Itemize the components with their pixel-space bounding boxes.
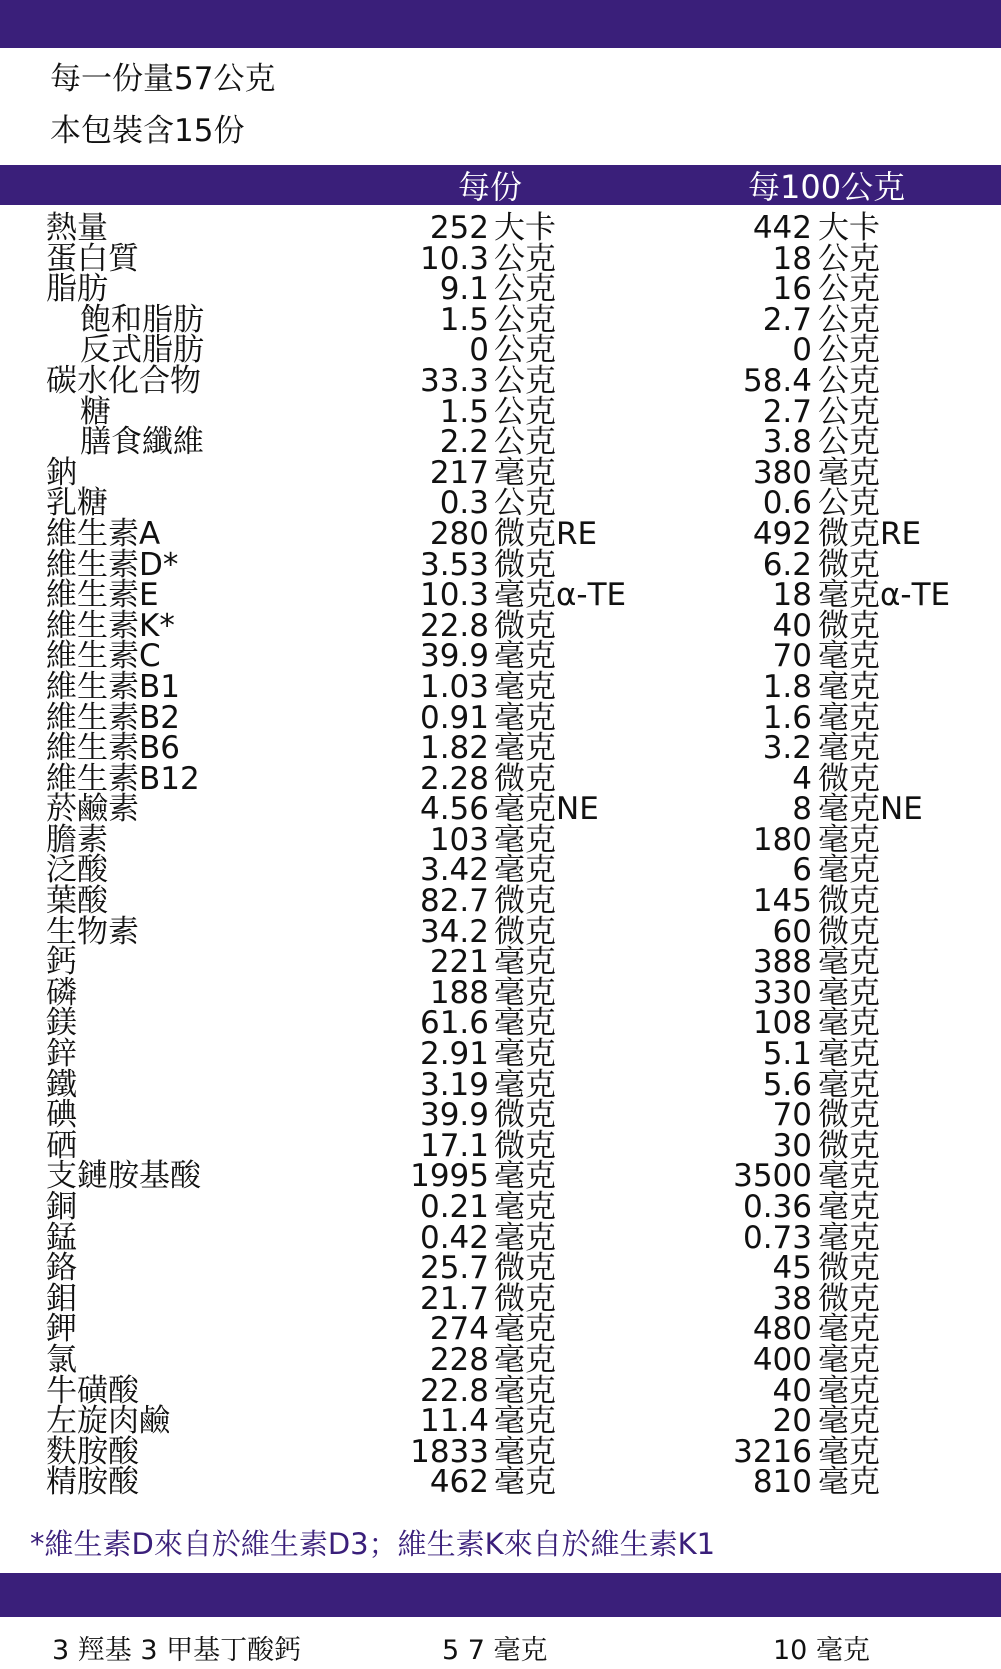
nutrient-name: 反式脂肪 [80,332,204,369]
nutrient-name: 錳 [46,1219,77,1256]
table-row [0,944,1001,981]
nutrient-name: 蛋白質 [46,240,139,277]
per-100g-unit: 公克 [818,332,880,369]
per-serving-value: 1.82 [419,730,489,767]
nutrient-name: 維生素K* [46,607,175,644]
table-row [0,913,1001,950]
per-100g-unit: 毫克 [818,1066,880,1103]
per-serving-value: 2.2 [439,424,489,461]
per-100g-value: 2.7 [762,301,812,338]
nutrient-name: 左旋肉鹼 [46,1403,170,1440]
per-serving-unit: 毫克 [494,852,556,889]
per-serving-unit: 微克 [494,546,556,583]
per-serving-unit: 毫克 [494,974,556,1011]
per-100g-unit: 毫克NE [818,791,923,828]
per-100g-value: 40 [772,607,812,644]
per-100g-unit: 微克 [818,546,880,583]
per-serving-value: 10.3 [419,577,489,614]
table-row [0,1403,1001,1440]
per-100g-unit: 毫克 [818,944,880,981]
table-row [0,974,1001,1011]
per-serving-unit: 毫克 [494,1403,556,1440]
per-100g-unit: 毫克 [818,1311,880,1348]
per-serving-value: 103 [429,821,489,858]
per-serving-value: 3.42 [419,852,489,889]
per-100g-value: 330 [752,974,812,1011]
per-100g-value: 180 [752,821,812,858]
nutrient-name: 維生素C [46,638,161,675]
hmb-row [0,1634,1001,1668]
per-100g-unit: 微克 [818,883,880,920]
per-serving-value: 1995 [410,1158,489,1195]
per-100g-unit: 公克 [818,393,880,430]
per-serving-value: 61.6 [419,1005,489,1042]
per-serving-value: 462 [429,1464,489,1501]
per-100g-value: 145 [752,883,812,920]
per-serving-unit: 毫克 [494,1433,556,1470]
per-100g-unit: 毫克 [818,454,880,491]
per-serving-value: 0 [469,332,489,369]
per-serving-value: 21.7 [419,1280,489,1317]
table-row [0,1280,1001,1317]
table-row [0,210,1001,246]
per-100g-value: 108 [752,1005,812,1042]
per-100g-value: 8 [792,791,812,828]
servings-per-pack: 本包裝含15份 [50,113,245,149]
per-serving-value: 221 [429,944,489,981]
per-serving-unit: 毫克 [494,1464,556,1501]
nutrient-name: 鈣 [46,944,77,981]
column-header-per-100g: 每100公克 [748,168,906,206]
per-serving-unit: 微克 [494,1250,556,1287]
table-row [0,1189,1001,1225]
nutrient-name: 生物素 [46,913,139,950]
nutrient-name: 乳糖 [46,485,108,522]
per-100g-value: 400 [752,1341,812,1378]
per-100g-unit: 毫克 [818,1219,880,1256]
per-serving-unit: 微克 [494,1127,556,1164]
per-serving-value: 188 [429,974,489,1011]
per-serving-value: 1.5 [439,301,489,338]
column-header-bar [0,165,1001,205]
nutrient-name: 鉻 [46,1250,77,1287]
per-serving-unit: 公克 [494,271,556,308]
table-row [0,1464,1001,1501]
per-serving-value: 0.42 [419,1219,489,1256]
table-row [0,668,1001,705]
table-row [0,607,1001,644]
table-row [0,240,1001,277]
nutrient-name: 維生素A [46,515,161,552]
per-serving-unit: 公克 [494,301,556,338]
per-serving-unit: 公克 [494,393,556,430]
serving-size: 每一份量57公克 [50,61,276,97]
per-serving-unit: 毫克 [494,668,556,705]
nutrient-name: 熱量 [46,210,108,246]
per-100g-unit: 微克 [818,607,880,644]
per-serving-unit: 毫克 [494,1066,556,1103]
table-row [0,852,1001,889]
per-100g-value: 0.73 [742,1219,812,1256]
per-100g-unit: 毫克 [818,852,880,889]
per-serving-unit: 微克 [494,607,556,644]
nutrient-name: 鎂 [46,1005,77,1042]
nutrient-name: 糖 [80,393,111,430]
per-100g-unit: 毫克 [818,730,880,767]
nutrient-name: 氯 [46,1341,77,1378]
per-serving-unit: 毫克 [494,1219,556,1256]
table-row [0,1311,1001,1348]
per-100g-unit: 毫克 [818,1005,880,1042]
per-100g-value: 4 [792,760,812,797]
nutrient-name: 鉬 [46,1280,77,1317]
per-100g-unit: 公克 [818,301,880,338]
per-serving-unit: 公克 [494,332,556,369]
per-100g-value: 2.7 [762,393,812,430]
per-serving-unit: 毫克 [494,1372,556,1409]
footnote: *維生素D來自於維生素D3；維生素K來自於維生素K1 [30,1527,716,1561]
per-serving-unit: 毫克 [494,1311,556,1348]
per-100g-unit: 微克 [818,760,880,797]
per-serving-unit: 大卡 [494,210,556,246]
nutrient-name: 維生素D* [46,546,179,583]
per-100g-value: 0 [792,332,812,369]
nutrient-name: 磷 [46,974,77,1011]
per-serving-value: 0.91 [419,699,489,736]
per-100g-unit: 公克 [818,271,880,308]
per-100g-value: 60 [772,913,812,950]
table-row [0,393,1001,430]
per-serving-unit: 毫克 [494,1189,556,1225]
per-100g-value: 16 [772,271,812,308]
per-serving-value: 11.4 [419,1403,489,1440]
nutrient-name: 支鏈胺基酸 [46,1158,201,1195]
hmb-name: 3 羥基 3 甲基丁酸鈣 [52,1635,302,1666]
per-100g-unit: 公克 [818,485,880,522]
per-100g-value: 20 [772,1403,812,1440]
bottom-color-bar [0,1573,1001,1617]
top-color-bar [0,0,1001,48]
per-serving-unit: 微克 [494,913,556,950]
table-row [0,1372,1001,1409]
per-serving-unit: 毫克 [494,454,556,491]
nutrient-name: 脂肪 [46,271,108,308]
per-serving-unit: 毫克 [494,1341,556,1378]
per-100g-value: 1.8 [762,668,812,705]
per-serving-unit: 毫克 [494,1036,556,1073]
table-row [0,1341,1001,1378]
hmb-per-100g: 10 毫克 [773,1635,870,1666]
per-serving-unit: 毫克 [494,638,556,675]
per-100g-unit: 毫克 [818,974,880,1011]
per-serving-value: 217 [429,454,489,491]
per-100g-value: 6 [792,852,812,889]
nutrient-name: 麩胺酸 [46,1433,139,1470]
nutrient-name: 精胺酸 [46,1464,139,1501]
per-100g-value: 3500 [733,1158,812,1195]
table-row [0,271,1001,308]
per-serving-value: 22.8 [419,607,489,644]
per-100g-unit: 微克 [818,1250,880,1287]
per-100g-unit: 毫克 [818,821,880,858]
table-row [0,454,1001,491]
table-row [0,424,1001,461]
per-serving-unit: 微克 [494,760,556,797]
table-row [0,1036,1001,1073]
per-100g-value: 18 [772,240,812,277]
per-100g-value: 45 [772,1250,812,1287]
table-row [0,730,1001,767]
per-serving-unit: 毫克NE [494,791,599,828]
nutrient-name: 硒 [46,1127,77,1164]
per-100g-unit: 毫克α-TE [818,577,951,614]
per-serving-unit: 公克 [494,362,556,399]
per-serving-value: 17.1 [419,1127,489,1164]
per-serving-value: 2.28 [419,760,489,797]
nutrient-name: 膳食纖維 [80,424,204,461]
nutrient-name: 鋅 [46,1036,77,1073]
nutrient-name: 鐵 [46,1066,77,1103]
table-row [0,638,1001,675]
per-100g-value: 38 [772,1280,812,1317]
per-100g-value: 388 [752,944,812,981]
nutrient-name: 維生素B6 [46,730,180,767]
per-100g-unit: 微克 [818,1097,880,1134]
per-serving-value: 3.19 [419,1066,489,1103]
per-100g-unit: 大卡 [818,210,880,246]
per-serving-value: 33.3 [419,362,489,399]
per-100g-value: 5.1 [762,1036,812,1073]
hmb-per-serving: 5 7 毫克 [442,1635,548,1666]
per-serving-value: 3.53 [419,546,489,583]
nutrient-name: 葉酸 [46,883,108,920]
per-serving-value: 25.7 [419,1250,489,1287]
per-serving-value: 0.3 [439,485,489,522]
per-serving-value: 82.7 [419,883,489,920]
per-100g-value: 18 [772,577,812,614]
per-100g-unit: 毫克 [818,1341,880,1378]
per-100g-unit: 微克RE [818,515,922,552]
per-serving-unit: 毫克 [494,699,556,736]
table-row [0,546,1001,583]
per-100g-unit: 微克 [818,1280,880,1317]
per-serving-unit: 微克RE [494,515,598,552]
per-serving-unit: 毫克 [494,730,556,767]
per-100g-unit: 毫克 [818,638,880,675]
table-row [0,821,1001,858]
per-serving-unit: 微克 [494,883,556,920]
table-row [0,362,1001,399]
per-100g-value: 5.6 [762,1066,812,1103]
per-serving-value: 1.03 [419,668,489,705]
per-serving-value: 1.5 [439,393,489,430]
per-serving-unit: 公克 [494,485,556,522]
per-serving-unit: 毫克 [494,1005,556,1042]
per-serving-unit: 公克 [494,424,556,461]
nutrient-name: 鈉 [46,454,77,491]
per-serving-unit: 毫克 [494,821,556,858]
per-100g-unit: 毫克 [818,1036,880,1073]
per-100g-unit: 毫克 [818,1433,880,1470]
nutrient-name: 維生素E [46,577,159,614]
nutrient-name: 維生素B2 [46,699,180,736]
per-100g-value: 442 [752,210,812,246]
nutrient-name: 鉀 [46,1311,77,1348]
nutrient-name: 泛酸 [46,852,108,889]
table-row [0,1127,1001,1164]
table-row [0,1433,1001,1470]
per-serving-value: 252 [429,210,489,246]
per-100g-unit: 微克 [818,1127,880,1164]
per-serving-value: 39.9 [419,1097,489,1134]
nutrient-name: 碘 [46,1097,77,1134]
per-100g-unit: 毫克 [818,1403,880,1440]
per-100g-value: 70 [772,1097,812,1134]
table-row [0,1066,1001,1103]
table-row [0,515,1001,552]
per-100g-value: 3.2 [762,730,812,767]
nutrient-name: 維生素B1 [46,668,180,705]
per-100g-value: 1.6 [762,699,812,736]
per-100g-unit: 毫克 [818,1372,880,1409]
per-100g-unit: 公克 [818,240,880,277]
table-row [0,301,1001,338]
per-serving-value: 228 [429,1341,489,1378]
per-100g-value: 492 [752,515,812,552]
table-row [0,485,1001,522]
nutrient-name: 維生素B12 [46,760,200,797]
per-100g-value: 3.8 [762,424,812,461]
per-100g-unit: 毫克 [818,1158,880,1195]
per-serving-unit: 毫克 [494,944,556,981]
nutrition-table [0,210,1001,1501]
per-serving-unit: 微克 [494,1097,556,1134]
nutrient-name: 菸鹼素 [46,791,139,828]
nutrient-name: 膽素 [46,821,108,858]
per-serving-value: 274 [429,1311,489,1348]
nutrient-name: 銅 [46,1189,77,1225]
per-serving-unit: 公克 [494,240,556,277]
nutrient-name: 牛磺酸 [46,1372,139,1409]
per-100g-unit: 毫克 [818,1464,880,1501]
per-100g-value: 380 [752,454,812,491]
per-serving-value: 34.2 [419,913,489,950]
per-serving-value: 39.9 [419,638,489,675]
per-100g-value: 58.4 [742,362,812,399]
per-serving-value: 22.8 [419,1372,489,1409]
per-serving-value: 2.91 [419,1036,489,1073]
per-serving-value: 4.56 [419,791,489,828]
table-row [0,883,1001,920]
nutrient-name: 碳水化合物 [46,362,201,399]
per-100g-value: 40 [772,1372,812,1409]
table-row [0,1158,1001,1195]
per-serving-unit: 毫克α-TE [494,577,627,614]
per-serving-value: 10.3 [419,240,489,277]
per-100g-value: 6.2 [762,546,812,583]
per-100g-value: 0.36 [742,1189,812,1225]
table-row [0,1219,1001,1256]
per-serving-value: 280 [429,515,489,552]
table-row [0,791,1001,828]
per-100g-unit: 毫克 [818,668,880,705]
table-row [0,1005,1001,1042]
table-row [0,699,1001,736]
per-100g-unit: 公克 [818,362,880,399]
table-row [0,760,1001,797]
per-100g-value: 0.6 [762,485,812,522]
per-100g-value: 810 [752,1464,812,1501]
per-100g-unit: 毫克 [818,1189,880,1225]
table-row [0,1250,1001,1287]
nutrient-name: 飽和脂肪 [80,301,204,338]
per-100g-value: 480 [752,1311,812,1348]
per-100g-value: 70 [772,638,812,675]
table-row [0,1097,1001,1134]
per-100g-unit: 公克 [818,424,880,461]
table-row [0,577,1001,614]
per-serving-value: 9.1 [439,271,489,308]
column-header-per-serving: 每份 [458,168,523,206]
per-serving-value: 1833 [410,1433,489,1470]
per-100g-unit: 毫克 [818,699,880,736]
per-serving-unit: 微克 [494,1280,556,1317]
per-100g-value: 30 [772,1127,812,1164]
per-100g-value: 3216 [733,1433,812,1470]
per-100g-unit: 微克 [818,913,880,950]
per-serving-value: 0.21 [419,1189,489,1225]
table-row [0,332,1001,369]
per-serving-unit: 毫克 [494,1158,556,1195]
